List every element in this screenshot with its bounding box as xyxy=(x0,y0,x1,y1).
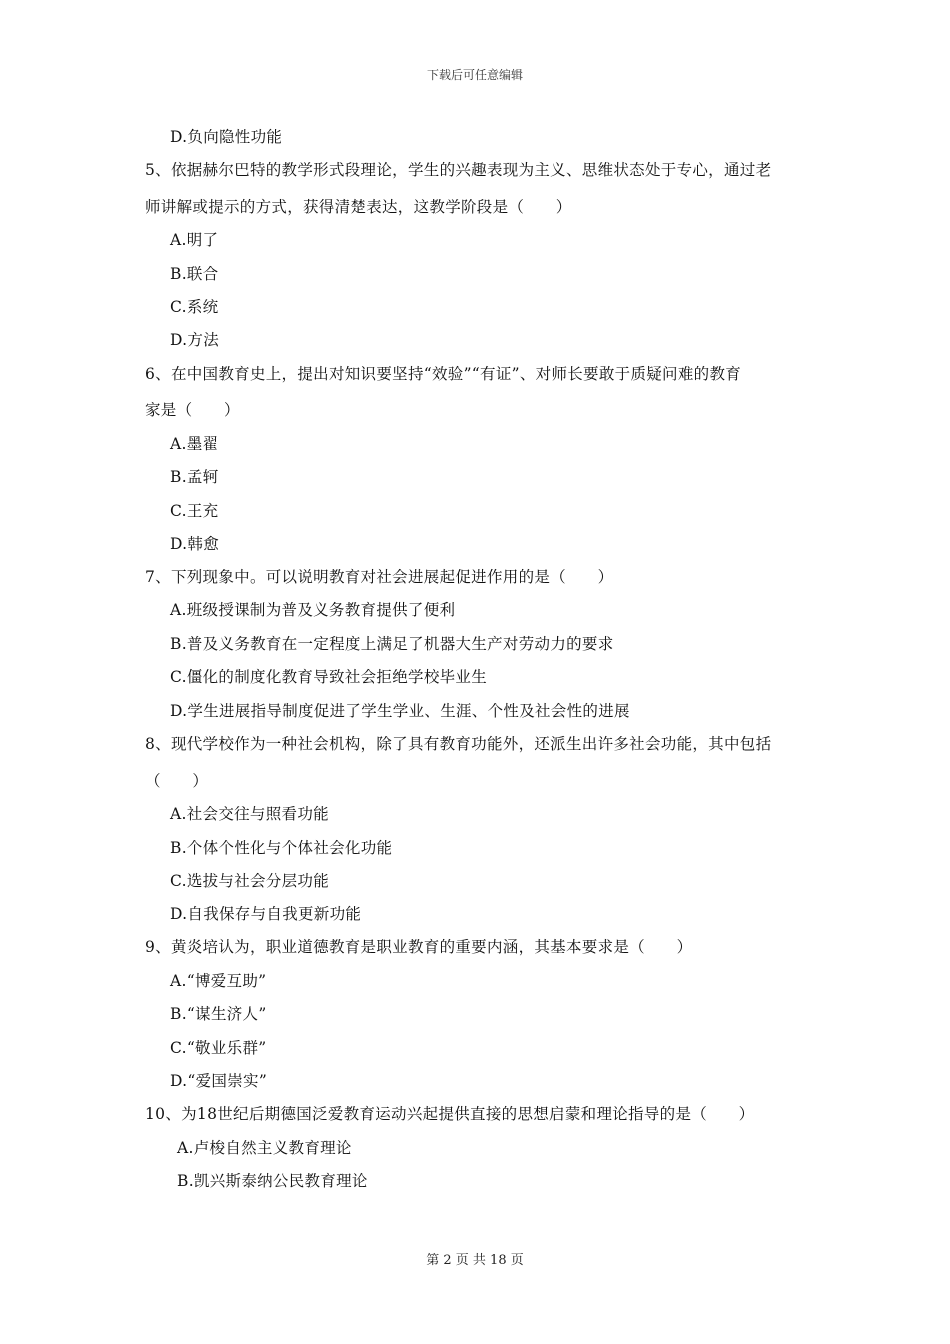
option-line: D.负向隐性功能 xyxy=(170,128,283,146)
option-c: C.“敬业乐群” xyxy=(170,1039,267,1057)
option-a: A.卢梭自然主义教育理论 xyxy=(177,1139,352,1157)
question-6-text: 6、在中国教育史上，提出对知识要坚持“效验”“有证”、对师长要敢于质疑问难的教育 xyxy=(145,365,742,383)
option-b: B.“谋生济人” xyxy=(170,1005,267,1023)
option-d: D.“爱国崇实” xyxy=(170,1072,268,1090)
option-b: B.联合 xyxy=(170,265,219,283)
page-header: 下载后可任意编辑 xyxy=(426,68,523,82)
option-c: C.王充 xyxy=(170,502,219,520)
page-footer: 第 2 页 共 18 页 xyxy=(426,1253,524,1268)
option-a: A.社会交往与照看功能 xyxy=(170,805,329,823)
option-a: A.班级授课制为普及义务教育提供了便利 xyxy=(170,601,456,619)
question-8-text: 8、现代学校作为一种社会机构，除了具有教育功能外，还派生出许多社会功能，其中包括 xyxy=(145,735,772,753)
question-7-text: 7、下列现象中。可以说明教育对社会进展起促进作用的是（ ） xyxy=(145,568,614,586)
question-9-text: 9、黄炎培认为，职业道德教育是职业教育的重要内涵，其基本要求是（ ） xyxy=(145,938,693,956)
option-d: D.方法 xyxy=(170,331,220,349)
option-b: B.个体个性化与个体社会化功能 xyxy=(170,839,393,857)
question-10-text: 10、为18世纪后期德国泛爱教育运动兴起提供直接的思想启蒙和理论指导的是（ ） xyxy=(145,1105,755,1123)
option-d: D.学生进展指导制度促进了学生学业、生涯、个性及社会性的进展 xyxy=(170,702,630,720)
option-c: C.系统 xyxy=(170,298,219,316)
option-b: B.凯兴斯泰纳公民教育理论 xyxy=(177,1172,368,1190)
option-b: B.孟轲 xyxy=(170,468,219,486)
question-5-text: 5、依据赫尔巴特的教学形式段理论，学生的兴趣表现为主义、思维状态处于专心，通过老 xyxy=(145,161,772,179)
option-b: B.普及义务教育在一定程度上满足了机器大生产对劳动力的要求 xyxy=(170,635,614,653)
option-a: A.明了 xyxy=(170,231,219,249)
option-a: A.“博爱互助” xyxy=(170,972,267,990)
option-a: A.墨翟 xyxy=(170,435,219,453)
question-5-text-cont: 师讲解或提示的方式，获得清楚表达，这教学阶段是（ ） xyxy=(145,198,572,216)
option-d: D.韩愈 xyxy=(170,535,220,553)
question-6-text-cont: 家是（ ） xyxy=(145,401,240,419)
option-c: C.选拔与社会分层功能 xyxy=(170,872,330,890)
question-8-text-cont: （ ） xyxy=(145,772,209,790)
option-c: C.僵化的制度化教育导致社会拒绝学校毕业生 xyxy=(170,668,488,686)
option-d: D.自我保存与自我更新功能 xyxy=(170,905,362,923)
